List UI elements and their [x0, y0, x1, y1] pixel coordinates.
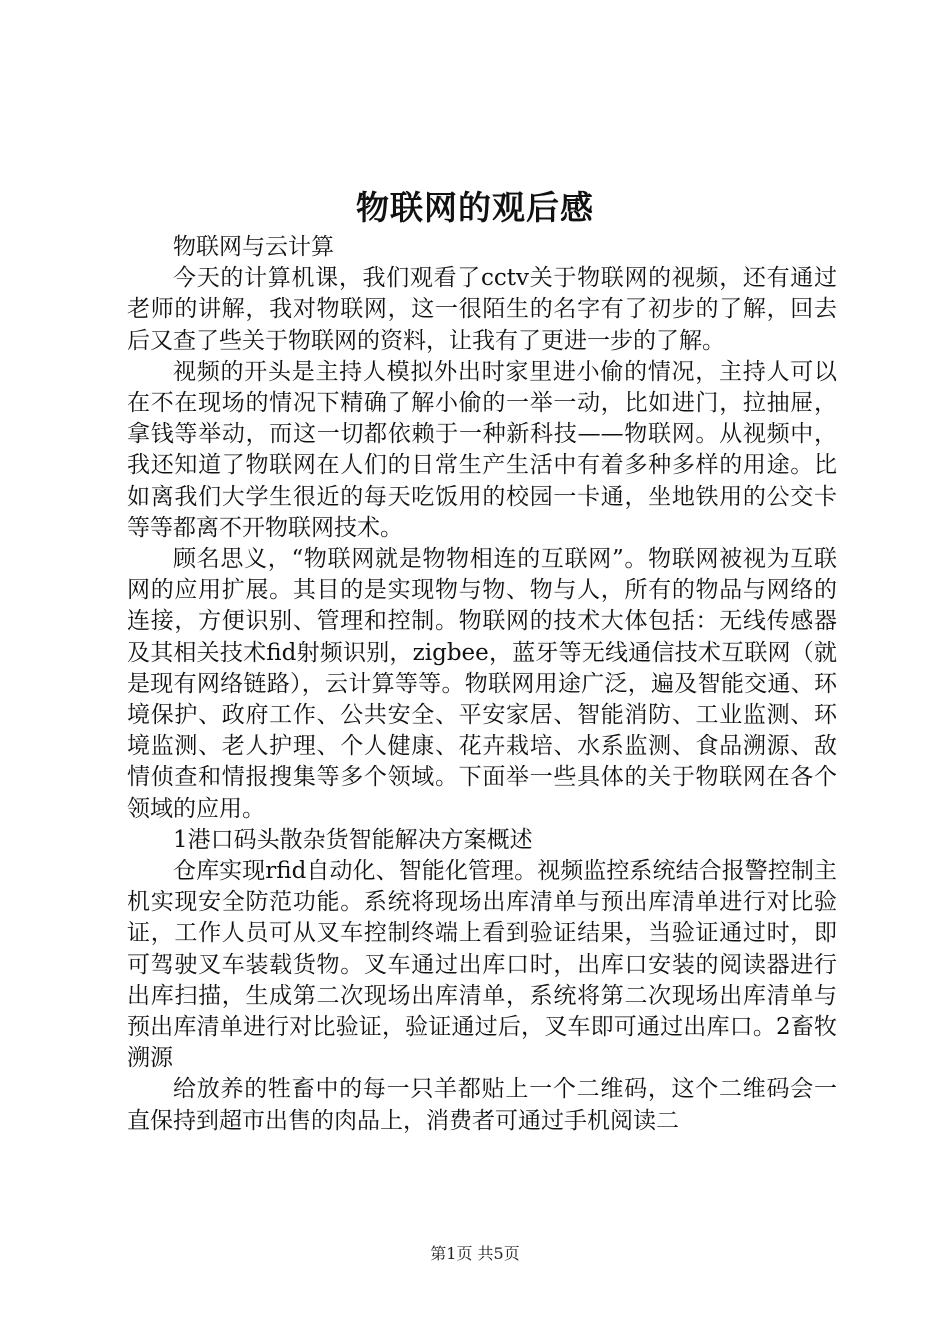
page-footer: 第1页 共5页 [430, 1244, 520, 1263]
paragraph-video: 视频的开头是主持人模拟外出时家里进小偷的情况，主持人可以在不在现场的情况下精确了解小偷的一举一动，比如进门，拉抽屉，拿钱等举动，而这一切都依赖于一种新科技——物联网。从视频中，我还知道了物联网在人们的日常生产生活中有着多种多样的用途。比如离我们大学生很近的每天吃饭用的校园一卡通，坐地铁用的公交卡等等都离不开物联网技术。 [127, 358, 837, 541]
paragraph-heading-port: 1港口码头散杂货智能解决方案概述 [173, 826, 533, 853]
paragraph-subtitle: 物联网与云计算 [173, 234, 334, 260]
paragraph-livestock: 给放养的牲畜中的每一只羊都贴上一个二维码，这个二维码会一直保持到超市出售的肉品上，消费者可通过手机阅读二 [127, 1076, 837, 1134]
document-title: 物联网的观后感 [356, 188, 594, 227]
paragraph-warehouse: 仓库实现rfid自动化、智能化管理。视频监控系统结合报警控制主机实现安全防范功能。系统将现场出库清单与预出库清单进行对比验证，工作人员可从叉车控制终端上看到验证结果，当验证通过时，即可驾驶叉车装载货物。叉车通过出库口时，出库口安装的阅读器进行出库扫描，生成第二次现场出库清单，系统将第二次现场出库清单与预出库清单进行对比验证，验证通过后，叉车即可通过出库口。2畜牧溯源 [127, 858, 837, 1072]
paragraph-definition: 顾名思义，“物联网就是物物相连的互联网”。物联网被视为互联网的应用扩展。其目的是实现物与物、物与人，所有的物品与网络的连接，方便识别、管理和控制。物联网的技术大体包括：无线传感器及其相关技术fid射频识别，zigbee，蓝牙等无线通信技术互联网（就是现有网络链路），云计算等等。物联网用途广泛，遍及智能交通、环境保护、政府工作、公共安全、平安家居、智能消防、工业监测、环境监测、老人护理、个人健康、花卉栽培、水系监测、食品溯源、敌情侦查和情报搜集等多个领域。下面举一些具体的关于物联网在各个领域的应用。 [127, 546, 837, 822]
paragraph-intro: 今天的计算机课，我们观看了cctv关于物联网的视频，还有通过老师的讲解，我对物联网，这一很陌生的名字有了初步的了解，回去后又查了些关于物联网的资料，让我有了更进一步的了解。 [127, 265, 837, 354]
document-body [127, 232, 837, 1137]
